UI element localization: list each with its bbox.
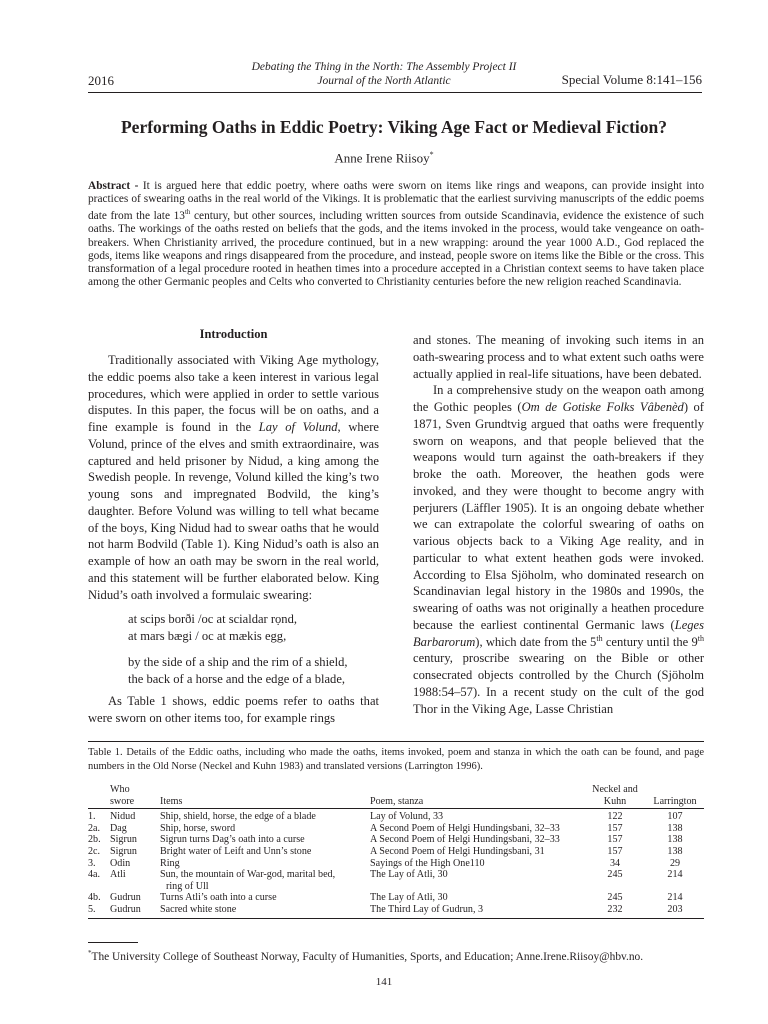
table-caption: Table 1. Details of the Eddic oaths, including who made the oaths, items invoked, poem and stanza in which the oath can be found, and page numbers in the Old Norse (Neckel and Kuhn 1983) and translated versions (Larrington 1996).: [88, 747, 704, 772]
author-line: [0, 150, 768, 166]
oath-swearer-text: Sigrun: [110, 845, 137, 857]
oath-swearer: [110, 892, 160, 904]
table-row: [88, 823, 704, 835]
poem-stanza: [370, 823, 584, 835]
text-run: In a comprehensive study on the weapon oath among the Gothic peoples (: [413, 383, 704, 414]
body-paragraph: As Table 1 shows, eddic poems refer to oaths that were sworn on other items too, for example rings: [88, 694, 379, 725]
larrington-page-text: 214: [667, 869, 683, 881]
items-invoked-text: Sun, the mountain of War-god, marital bed,: [160, 869, 336, 881]
text-run: Traditionally associated with Viking Age mythology, the eddic poems also take a keen interest in various legal procedures, which were applied in order to settle various disputes. In this paper, the focus will be on oaths, and a fine example is found in the: [88, 353, 379, 434]
larrington-page: [646, 846, 704, 858]
work-title-italic: Lay of Volund: [258, 420, 338, 434]
row-number-text: 2c.: [88, 845, 101, 857]
oath-swearer-text: Dag: [110, 822, 127, 834]
items-invoked-text: Sigrun turns Dag’s oath into a curse: [160, 834, 305, 846]
row-number: [88, 846, 110, 858]
larrington-page: [646, 892, 704, 904]
right-column: [413, 332, 704, 717]
abstract-text-1: It is argued here that eddic poetry, where oaths were sworn on items like rings and weapons, can provide insight into practices of swearing oaths in the real world of the Vikings. It is problematic that the earliest surviving manuscripts of the eddic poems date from the late 13: [88, 180, 704, 223]
neckel-kuhn-page-text: 122: [607, 811, 623, 823]
oath-swearer: [110, 904, 160, 918]
oath-swearer: [110, 823, 160, 835]
col-header-larrington: Larrington: [646, 784, 704, 809]
neckel-kuhn-page-text: 245: [607, 892, 623, 904]
publication-year: 2016: [88, 73, 114, 88]
items-invoked: [160, 834, 370, 846]
verse-line: at scips borði /oc at scialdar rọnd,: [128, 612, 297, 627]
col-header-poem: Poem, stanza: [370, 784, 584, 809]
abstract: [88, 180, 704, 289]
larrington-page-text: 138: [667, 834, 683, 846]
neckel-kuhn-page: [584, 809, 646, 823]
neckel-kuhn-page: [584, 834, 646, 846]
table-row: [88, 904, 704, 918]
poem-stanza-text: A Second Poem of Helgi Hundingsbani, 32–33: [370, 834, 560, 846]
neckel-kuhn-page: [584, 869, 646, 892]
table-row: [88, 834, 704, 846]
left-column: [88, 352, 379, 727]
row-number: [88, 869, 110, 892]
volume-pages: Special Volume 8:141–156: [561, 72, 702, 87]
poem-stanza: [370, 834, 584, 846]
text-run: ) of 1871, Sven Grundtvig argued that oaths were frequently sworn on weapons, and that people believed that the weapons would turn against the oath-breakers if they broke the oath. Moreover, the heathen gods were invoked, and they were thought to become angry with perjurers (Läffler 1905). It is an ongoing debate whether we can extrapolate the colorful swearing of oaths on various objects back to a Viking Age reality, and in particular to what extent heathen gods were invoked. According to Elsa Sjöholm, who dominated research on Scandinavian legal history in the 1980s and 1990s, the swearing of oaths was not originally a heathen procedure because the earliest continental Germanic laws (: [413, 400, 704, 632]
oath-swearer: [110, 858, 160, 870]
larrington-page: [646, 858, 704, 870]
larrington-page: [646, 869, 704, 892]
table-top-rule: [88, 741, 704, 742]
journal-name: Journal of the North Atlantic: [317, 75, 451, 87]
poem-stanza: [370, 892, 584, 904]
table-header-row: [88, 784, 704, 809]
text-run: ), which date from the 5: [475, 634, 597, 649]
neckel-kuhn-page: [584, 892, 646, 904]
row-number: [88, 858, 110, 870]
poem-stanza-text: Sayings of the High One110: [370, 857, 485, 869]
oath-swearer-text: Atli: [110, 869, 126, 881]
larrington-page: [646, 834, 704, 846]
larrington-page-text: 107: [667, 811, 683, 823]
items-invoked-text: Ship, shield, horse, the edge of a blade: [160, 811, 316, 823]
poem-stanza-text: A Second Poem of Helgi Hundingsbani, 32–33: [370, 822, 560, 834]
body-paragraph: [88, 352, 379, 603]
larrington-page: [646, 809, 704, 823]
row-number: [88, 834, 110, 846]
poem-stanza-text: The Third Lay of Gudrun, 3: [370, 903, 484, 915]
oath-swearer-text: Odin: [110, 857, 131, 869]
row-number-text: 5.: [88, 903, 96, 915]
oath-swearer-text: Gudrun: [110, 892, 141, 904]
header-text: Neckel and: [592, 784, 638, 795]
header-rule: [88, 92, 702, 93]
oath-swearer-text: Sigrun: [110, 834, 137, 846]
larrington-page-text: 214: [667, 892, 683, 904]
abstract-label: Abstract -: [88, 180, 139, 192]
oath-swearer: [110, 869, 160, 892]
superscript: th: [596, 633, 603, 643]
footnote: [88, 949, 704, 963]
items-invoked: [160, 846, 370, 858]
oath-swearer: [110, 809, 160, 823]
row-number: [88, 823, 110, 835]
items-invoked-continued: ring of Ull: [166, 880, 209, 892]
work-title-italic: Om de Gotiske Folks Vâbenèd: [521, 400, 684, 414]
poem-stanza: [370, 858, 584, 870]
neckel-kuhn-page: [584, 904, 646, 918]
items-invoked: [160, 904, 370, 918]
table-row: [88, 869, 704, 892]
journal-series-title: Debating the Thing in the North: The Assembly Project II: [251, 61, 517, 73]
body-paragraph: [413, 382, 704, 717]
header-text: Who: [110, 784, 130, 795]
col-header-items: Items: [160, 784, 370, 809]
author-footnote-mark: *: [429, 150, 434, 159]
work-title-italic: Leges Barbarorum: [413, 617, 704, 649]
header-text: swore: [110, 795, 135, 807]
items-invoked: [160, 869, 370, 892]
neckel-kuhn-page: [584, 846, 646, 858]
oath-swearer: [110, 846, 160, 858]
neckel-kuhn-page: [584, 823, 646, 835]
superscript: th: [697, 633, 704, 643]
author-name: Anne Irene Riisoy: [334, 150, 430, 166]
col-header-neckel-kuhn: [584, 784, 646, 809]
larrington-page-text: 138: [667, 822, 683, 834]
abstract-sup: th: [184, 208, 191, 217]
row-number-text: 2b.: [88, 834, 101, 846]
footnote-rule: [88, 942, 138, 943]
oath-swearer-text: Nidud: [110, 811, 136, 823]
col-header-num: [88, 784, 110, 809]
larrington-page-text: 138: [667, 845, 683, 857]
verse-line: by the side of a ship and the rim of a shield,: [128, 654, 348, 669]
row-number-text: 3.: [88, 857, 96, 869]
poem-stanza: [370, 846, 584, 858]
row-number-text: 2a.: [88, 822, 101, 834]
poem-stanza-text: The Lay of Atli, 30: [370, 869, 448, 881]
items-invoked-text: Sacred white stone: [160, 903, 237, 915]
items-invoked: [160, 858, 370, 870]
items-invoked-text: Ring: [160, 857, 180, 869]
row-number-text: 1.: [88, 811, 96, 823]
neckel-kuhn-page-text: 34: [609, 857, 621, 869]
items-invoked-text: Turns Atli’s oath into a curse: [160, 892, 277, 904]
text-run: , where Volund, prince of the elves and smith extraordinaire, was captured and held prisoner by Nidud, a king among the Swedish people. In revenge, Volund killed the king’s two young sons and impregnated Bodvild, the king’s daughter. Before Volund was willing to tell what became of the boys, King Nidud had to swear oaths that he would not harm Bodvild (Table 1). King Nidud’s oath is also an example of how an oath may be sworn in the real world, and this statement will be further elaborated below. King Nidud’s oath involved a formulaic swearing:: [88, 420, 379, 602]
row-number-text: 4b.: [88, 892, 101, 904]
poem-stanza-text: The Lay of Atli, 30: [370, 892, 448, 904]
items-invoked: [160, 892, 370, 904]
table-row: [88, 809, 704, 823]
items-invoked-text: Ship, horse, sword: [160, 822, 236, 834]
page-number: 141: [375, 976, 393, 988]
verse-line: the back of a horse and the edge of a blade,: [128, 671, 346, 686]
footnote-mark: *: [88, 949, 92, 957]
poem-stanza: [370, 809, 584, 823]
larrington-page: [646, 904, 704, 918]
larrington-page-text: 203: [667, 903, 683, 915]
body-paragraph: and stones. The meaning of invoking such items in an oath-swearing process and to what extent such oaths were actually applied in real-life situations, have been debated.: [413, 333, 704, 381]
header-text: Kuhn: [603, 795, 627, 807]
neckel-kuhn-page-text: 157: [607, 822, 623, 834]
table-row: [88, 892, 704, 904]
article-title: Performing Oaths in Eddic Poetry: Viking Age Fact or Medieval Fiction?: [120, 117, 667, 137]
neckel-kuhn-page-text: 232: [607, 903, 623, 915]
footnote-text: The University College of Southeast Norway, Faculty of Humanities, Sports, and Education; Anne.Irene.Riisoy@hbv.no.: [91, 950, 644, 963]
larrington-page: [646, 823, 704, 835]
section-heading-introduction: Introduction: [199, 327, 268, 341]
verse-line: at mars bægi / oc at mækis egg,: [128, 629, 287, 643]
text-run: century until the 9: [602, 634, 698, 649]
text-run: century, proscribe swearing on the Bible or other consecrated objects controlled by the Church (Sjöholm 1988:54–57). In a recent study on the cult of the god Thor in the Viking Age, Lasse Christian: [413, 651, 704, 716]
larrington-page-text: 29: [669, 857, 681, 869]
row-number-text: 4a.: [88, 869, 101, 881]
poem-stanza-text: A Second Poem of Helgi Hundingsbani, 31: [370, 845, 545, 857]
table-row: [88, 858, 704, 870]
neckel-kuhn-page: [584, 858, 646, 870]
row-number: [88, 904, 110, 918]
items-invoked: [160, 823, 370, 835]
items-invoked: [160, 809, 370, 823]
row-number: [88, 892, 110, 904]
col-header-who: [110, 784, 160, 809]
row-number: [88, 809, 110, 823]
poem-stanza: [370, 904, 584, 918]
poem-stanza: [370, 869, 584, 892]
neckel-kuhn-page-text: 245: [607, 869, 623, 881]
oath-swearer-text: Gudrun: [110, 903, 141, 915]
oath-swearer: [110, 834, 160, 846]
neckel-kuhn-page-text: 157: [607, 845, 623, 857]
neckel-kuhn-page-text: 157: [607, 834, 623, 846]
poem-stanza-text: Lay of Volund, 33: [370, 811, 444, 823]
oath-table: [88, 784, 704, 919]
table-row: [88, 846, 704, 858]
abstract-text-2: century, but other sources, including written sources from outside Scandinavia, evidence the existence of such oaths. The workings of the oaths rested on beliefs that the gods, and the items invoked in the process, would take vengeance on oath-breakers. When Christianity arrived, the procedure continued, but in a new wrapping: around the year 1000 A.D., God replaced the gods, items like weapons and rings disappeared from the procedure, and instead, people swore on items like the Bible or the cross. This transformation of a legal procedure rooted in heathen times into a procedure accepted in a Christian context seems to have taken place among the other Germanic peoples and Celts who converted to Christianity centuries before the new religion reached Scandinavia.: [88, 210, 704, 289]
items-invoked-text: Bright water of Leift and Unn’s stone: [160, 845, 312, 857]
